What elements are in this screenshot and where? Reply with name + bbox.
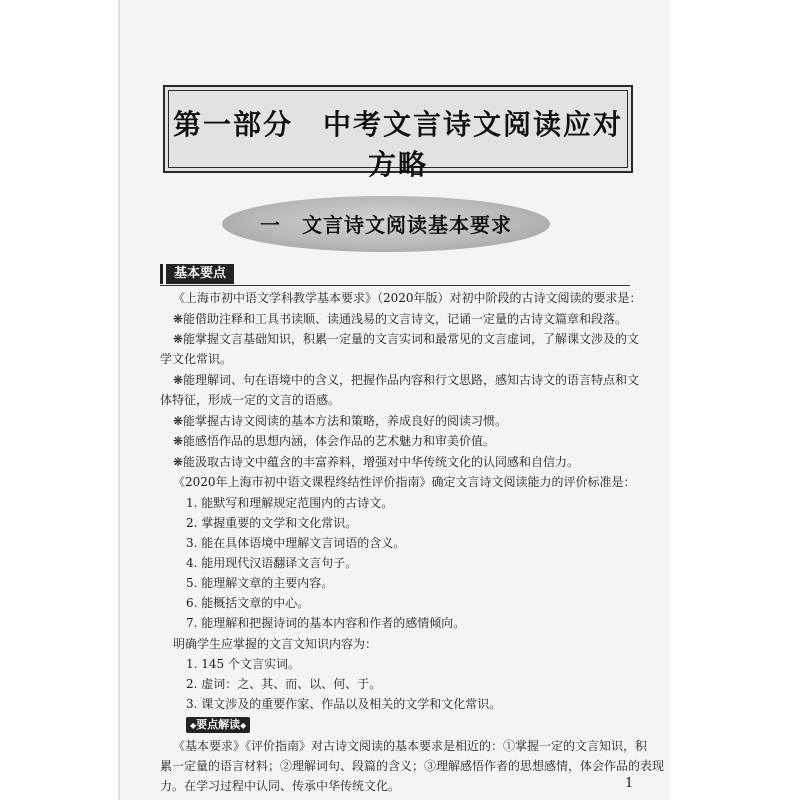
text-line: 3. 能在具体语境中理解文言词语的含义。 (186, 536, 406, 550)
text-line: 2. 虚词：之、其、而、以、何、于。 (186, 677, 382, 691)
text-line: ❋能感悟作品的思想内涵，体会作品的艺术魅力和审美价值。 (173, 434, 496, 448)
text-line: 1. 145 个文言实词。 (186, 657, 300, 671)
tag-label: 基本要点 (166, 264, 234, 284)
text-line: 2. 掌握重要的文学和文化常识。 (186, 516, 358, 530)
tag-rule (160, 285, 630, 286)
text-line: 《上海市初中语文学科教学基本要求》（2020年版）对初中阶段的古诗文阅读的要求是： (173, 291, 642, 305)
text-line: 体特征，形成一定的文言的语感。 (160, 393, 341, 407)
key-points-badge: ◆ 要点解读 ◆ (186, 717, 250, 733)
text-line: 4. 能用现代汉语翻译文言句子。 (186, 556, 358, 570)
tag-marker (160, 264, 163, 284)
chapter-title-box (163, 85, 633, 181)
page-edge (118, 0, 120, 800)
text-line: 5. 能理解文章的主要内容。 (186, 576, 334, 590)
chapter-title: 第一部分 中考文言诗文阅读应对方略 (172, 108, 623, 181)
text-line: 1. 能默写和理解规定范围内的古诗文。 (186, 496, 394, 510)
text-line: ❋能理解词、句在语境中的含义，把握作品内容和行文思路，感知古诗文的语言特点和文 (173, 373, 640, 387)
text-line: 明确学生应掌握的文言文知识内容为： (173, 637, 378, 651)
text-line: 学文化常识。 (160, 352, 233, 366)
text-line: 7. 能理解和把握诗词的基本内容和作者的感情倾向。 (186, 616, 466, 630)
text-line: 力。在学习过程中认同、传承中华传统文化。 (160, 779, 401, 793)
text-line: ❋能借助注释和工具书读顺、读通浅易的文言诗文，记诵一定量的古诗文篇章和段落。 (173, 312, 628, 326)
text-line: ❋能掌握古诗文阅读的基本方法和策略，养成良好的阅读习惯。 (173, 414, 508, 428)
text-line: ❋能掌握文言基础知识，积累一定量的文言实词和最常见的文言虚词，了解课文涉及的文 (173, 332, 640, 346)
text-line: 3. 课文涉及的重要作家、作品以及相关的文学和文化常识。 (186, 697, 502, 711)
text-line: 6. 能概括文章的中心。 (186, 596, 310, 610)
text-line: 《2020年上海市初中语文课程终结性评价指南》确定文言诗文阅读能力的评价标准是： (173, 475, 636, 489)
text-line: 累一定量的语言材料；②理解词句、段篇的含义；③理解感悟作者的思想感情，体会作品的表现 (160, 759, 665, 773)
text-line: 《基本要求》《评价指南》对古诗文阅读的基本要求是相近的：①掌握一定的文言知识，积 (173, 739, 648, 753)
text-line: ❋能汲取古诗文中蕴含的丰富养料，增强对中华传统文化的认同感和自信力。 (173, 455, 580, 469)
section-title: 一 文言诗文阅读基本要求 (260, 213, 512, 237)
page-number: 1 (625, 776, 634, 791)
